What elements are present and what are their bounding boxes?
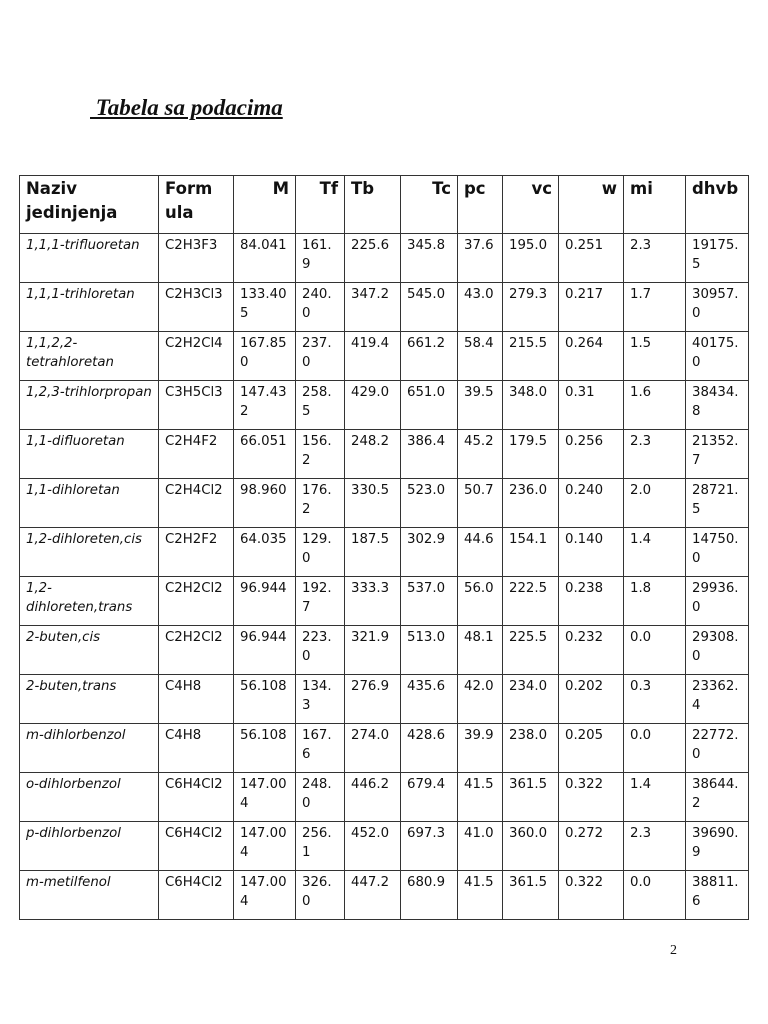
value-cell: 42.0 <box>458 675 503 724</box>
page-number: 2 <box>670 943 677 958</box>
value-cell: 513.0 <box>401 626 458 675</box>
value-cell: 248.0 <box>296 773 345 822</box>
formula-cell: C2H3F3 <box>159 234 234 283</box>
page-title: Tabela sa podacima <box>90 95 283 120</box>
value-cell: 279.3 <box>503 283 559 332</box>
value-cell: 56.108 <box>234 675 296 724</box>
table-body <box>20 234 749 920</box>
value-cell: 0.322 <box>559 871 624 920</box>
value-cell: 452.0 <box>345 822 401 871</box>
value-cell: 386.4 <box>401 430 458 479</box>
compound-name-cell: 1,2-dihloreten,trans <box>20 577 159 626</box>
value-cell: 40175.0 <box>686 332 749 381</box>
value-cell: 0.256 <box>559 430 624 479</box>
value-cell: 19175.5 <box>686 234 749 283</box>
compound-name-cell: m-metilfenol <box>20 871 159 920</box>
value-cell: 38434.8 <box>686 381 749 430</box>
value-cell: 66.051 <box>234 430 296 479</box>
value-cell: 0.205 <box>559 724 624 773</box>
value-cell: 29308.0 <box>686 626 749 675</box>
value-cell: 39.9 <box>458 724 503 773</box>
value-cell: 41.0 <box>458 822 503 871</box>
formula-cell: C4H8 <box>159 724 234 773</box>
table-row <box>20 675 749 724</box>
value-cell: 446.2 <box>345 773 401 822</box>
value-cell: 248.2 <box>345 430 401 479</box>
value-cell: 56.0 <box>458 577 503 626</box>
value-cell: 22772.0 <box>686 724 749 773</box>
value-cell: 147.004 <box>234 822 296 871</box>
table-row <box>20 234 749 283</box>
value-cell: 258.5 <box>296 381 345 430</box>
table-row <box>20 479 749 528</box>
value-cell: 167.850 <box>234 332 296 381</box>
value-cell: 28721.5 <box>686 479 749 528</box>
table-row <box>20 871 749 920</box>
formula-cell: C6H4Cl2 <box>159 773 234 822</box>
value-cell: 238.0 <box>503 724 559 773</box>
value-cell: 223.0 <box>296 626 345 675</box>
table-row <box>20 528 749 577</box>
compound-name-cell: 1,2,3-trihlorpropan <box>20 381 159 430</box>
value-cell: 2.3 <box>624 430 686 479</box>
value-cell: 133.405 <box>234 283 296 332</box>
value-cell: 58.4 <box>458 332 503 381</box>
column-header: Tf <box>296 176 345 234</box>
value-cell: 98.960 <box>234 479 296 528</box>
value-cell: 29936.0 <box>686 577 749 626</box>
value-cell: 1.4 <box>624 773 686 822</box>
formula-cell: C2H2F2 <box>159 528 234 577</box>
value-cell: 50.7 <box>458 479 503 528</box>
value-cell: 192.7 <box>296 577 345 626</box>
value-cell: 428.6 <box>401 724 458 773</box>
table-row <box>20 577 749 626</box>
value-cell: 147.004 <box>234 871 296 920</box>
formula-cell: C3H5Cl3 <box>159 381 234 430</box>
value-cell: 2.3 <box>624 822 686 871</box>
value-cell: 154.1 <box>503 528 559 577</box>
table-row <box>20 430 749 479</box>
table-row <box>20 381 749 430</box>
value-cell: 39690.9 <box>686 822 749 871</box>
column-header: w <box>559 176 624 234</box>
value-cell: 56.108 <box>234 724 296 773</box>
value-cell: 161.9 <box>296 234 345 283</box>
column-header: Tc <box>401 176 458 234</box>
column-header: mi <box>624 176 686 234</box>
column-header: pc <box>458 176 503 234</box>
compound-name-cell: m-dihlorbenzol <box>20 724 159 773</box>
table-header-row <box>20 176 749 234</box>
table-row <box>20 724 749 773</box>
value-cell: 274.0 <box>345 724 401 773</box>
data-table <box>19 175 749 920</box>
value-cell: 225.5 <box>503 626 559 675</box>
value-cell: 661.2 <box>401 332 458 381</box>
compound-name-cell: 2-buten,trans <box>20 675 159 724</box>
value-cell: 0.140 <box>559 528 624 577</box>
value-cell: 1.5 <box>624 332 686 381</box>
formula-cell: C2H4F2 <box>159 430 234 479</box>
value-cell: 176.2 <box>296 479 345 528</box>
value-cell: 651.0 <box>401 381 458 430</box>
compound-name-cell: 1,2-dihloreten,cis <box>20 528 159 577</box>
formula-cell: C2H4Cl2 <box>159 479 234 528</box>
value-cell: 147.004 <box>234 773 296 822</box>
value-cell: 45.2 <box>458 430 503 479</box>
column-header: Form ula <box>159 176 234 234</box>
value-cell: 147.432 <box>234 381 296 430</box>
compound-name-cell: 1,1-dihloretan <box>20 479 159 528</box>
value-cell: 222.5 <box>503 577 559 626</box>
value-cell: 37.6 <box>458 234 503 283</box>
value-cell: 84.041 <box>234 234 296 283</box>
value-cell: 236.0 <box>503 479 559 528</box>
compound-name-cell: 1,1,1-trifluoretan <box>20 234 159 283</box>
value-cell: 43.0 <box>458 283 503 332</box>
value-cell: 360.0 <box>503 822 559 871</box>
table-row <box>20 773 749 822</box>
column-header: M <box>234 176 296 234</box>
value-cell: 129.0 <box>296 528 345 577</box>
table-row <box>20 332 749 381</box>
value-cell: 435.6 <box>401 675 458 724</box>
compound-name-cell: 1,1,1-trihloretan <box>20 283 159 332</box>
value-cell: 0.0 <box>624 871 686 920</box>
value-cell: 679.4 <box>401 773 458 822</box>
value-cell: 234.0 <box>503 675 559 724</box>
value-cell: 215.5 <box>503 332 559 381</box>
value-cell: 0.251 <box>559 234 624 283</box>
value-cell: 347.2 <box>345 283 401 332</box>
value-cell: 348.0 <box>503 381 559 430</box>
value-cell: 2.3 <box>624 234 686 283</box>
column-header: Naziv jedinjenja <box>20 176 159 234</box>
value-cell: 447.2 <box>345 871 401 920</box>
value-cell: 225.6 <box>345 234 401 283</box>
value-cell: 361.5 <box>503 773 559 822</box>
value-cell: 537.0 <box>401 577 458 626</box>
value-cell: 345.8 <box>401 234 458 283</box>
value-cell: 276.9 <box>345 675 401 724</box>
formula-cell: C2H3Cl3 <box>159 283 234 332</box>
value-cell: 64.035 <box>234 528 296 577</box>
value-cell: 0.238 <box>559 577 624 626</box>
value-cell: 134.3 <box>296 675 345 724</box>
value-cell: 330.5 <box>345 479 401 528</box>
value-cell: 0.202 <box>559 675 624 724</box>
value-cell: 96.944 <box>234 577 296 626</box>
compound-name-cell: o-dihlorbenzol <box>20 773 159 822</box>
value-cell: 256.1 <box>296 822 345 871</box>
value-cell: 302.9 <box>401 528 458 577</box>
table-row <box>20 822 749 871</box>
value-cell: 0.232 <box>559 626 624 675</box>
table-row <box>20 626 749 675</box>
value-cell: 0.272 <box>559 822 624 871</box>
value-cell: 1.4 <box>624 528 686 577</box>
value-cell: 321.9 <box>345 626 401 675</box>
value-cell: 187.5 <box>345 528 401 577</box>
formula-cell: C6H4Cl2 <box>159 871 234 920</box>
value-cell: 680.9 <box>401 871 458 920</box>
value-cell: 39.5 <box>458 381 503 430</box>
value-cell: 14750.0 <box>686 528 749 577</box>
compound-name-cell: 2-buten,cis <box>20 626 159 675</box>
value-cell: 30957.0 <box>686 283 749 332</box>
value-cell: 0.0 <box>624 626 686 675</box>
value-cell: 419.4 <box>345 332 401 381</box>
value-cell: 48.1 <box>458 626 503 675</box>
value-cell: 195.0 <box>503 234 559 283</box>
value-cell: 0.240 <box>559 479 624 528</box>
value-cell: 23362.4 <box>686 675 749 724</box>
column-header: Tb <box>345 176 401 234</box>
value-cell: 179.5 <box>503 430 559 479</box>
formula-cell: C2H2Cl2 <box>159 577 234 626</box>
compound-name-cell: p-dihlorbenzol <box>20 822 159 871</box>
value-cell: 21352.7 <box>686 430 749 479</box>
formula-cell: C6H4Cl2 <box>159 822 234 871</box>
value-cell: 41.5 <box>458 871 503 920</box>
value-cell: 0.217 <box>559 283 624 332</box>
formula-cell: C2H2Cl2 <box>159 626 234 675</box>
value-cell: 240.0 <box>296 283 345 332</box>
formula-cell: C2H2Cl4 <box>159 332 234 381</box>
value-cell: 167.6 <box>296 724 345 773</box>
value-cell: 361.5 <box>503 871 559 920</box>
value-cell: 0.264 <box>559 332 624 381</box>
value-cell: 0.31 <box>559 381 624 430</box>
value-cell: 326.0 <box>296 871 345 920</box>
value-cell: 0.0 <box>624 724 686 773</box>
compound-name-cell: 1,1-difluoretan <box>20 430 159 479</box>
value-cell: 1.8 <box>624 577 686 626</box>
value-cell: 0.3 <box>624 675 686 724</box>
value-cell: 0.322 <box>559 773 624 822</box>
formula-cell: C4H8 <box>159 675 234 724</box>
value-cell: 156.2 <box>296 430 345 479</box>
compound-name-cell: 1,1,2,2-tetrahloretan <box>20 332 159 381</box>
value-cell: 41.5 <box>458 773 503 822</box>
value-cell: 429.0 <box>345 381 401 430</box>
value-cell: 2.0 <box>624 479 686 528</box>
value-cell: 523.0 <box>401 479 458 528</box>
column-header: vc <box>503 176 559 234</box>
value-cell: 697.3 <box>401 822 458 871</box>
value-cell: 333.3 <box>345 577 401 626</box>
value-cell: 545.0 <box>401 283 458 332</box>
value-cell: 38811.6 <box>686 871 749 920</box>
value-cell: 237.0 <box>296 332 345 381</box>
value-cell: 44.6 <box>458 528 503 577</box>
value-cell: 96.944 <box>234 626 296 675</box>
value-cell: 1.6 <box>624 381 686 430</box>
value-cell: 1.7 <box>624 283 686 332</box>
value-cell: 38644.2 <box>686 773 749 822</box>
column-header: dhvb <box>686 176 749 234</box>
table-row <box>20 283 749 332</box>
